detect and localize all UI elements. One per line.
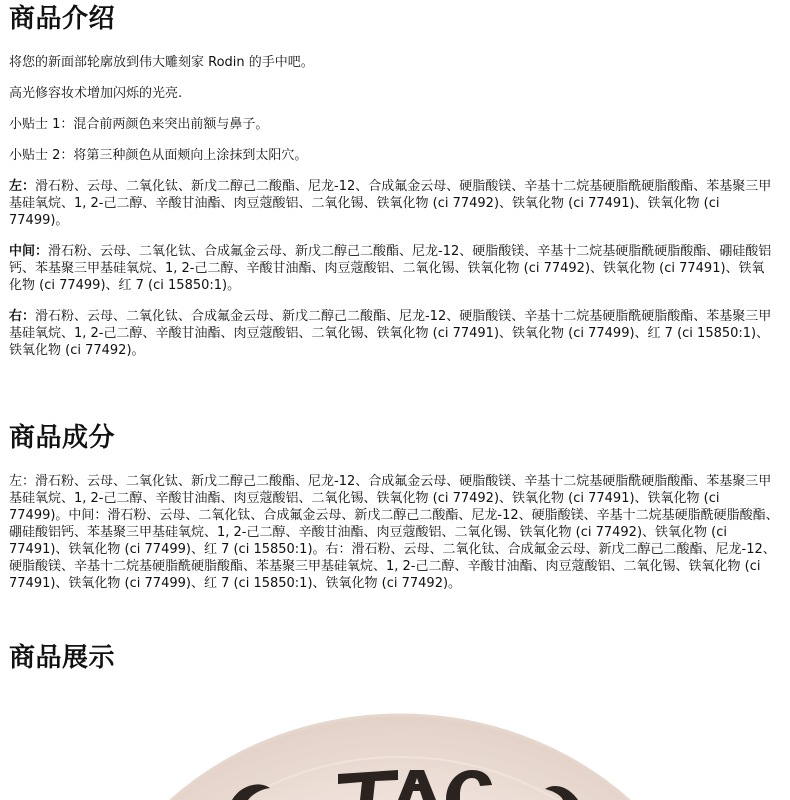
intro-line-1: 将您的新面部轮廓放到伟大雕刻家 Rodin 的手中吧。 (9, 55, 314, 70)
intro-line-2: 高光修容妆术增加闪烁的光亮. (9, 86, 183, 101)
part-left-label: 左： (9, 179, 36, 194)
section-title-ingredients: 商品成分 (9, 423, 116, 453)
compact-lid-graphic (0, 690, 790, 800)
part-middle-label: 中间： (9, 244, 49, 259)
section-title-intro: 商品介绍 (9, 4, 116, 34)
ingredients-text: 左：滑石粉、云母、二氧化钛、新戊二醇己二酸酯、尼龙-12、合成氟金云母、硬脂酸镁、辛基十二烷基硬脂酰硬脂酸酯、苯基聚三甲基硅氧烷、1, 2-己二醇、辛酸甘油酯、肉豆蔻酸铝、二氧化锡、铁氧化物 (ci 77492)、铁氧化物 (ci 77491)、铁氧化物 (ci 77499)。中间：滑石粉、云母、二氧化钛、合成氟金云母、新戊二醇己二酸酯、尼龙-12、硬脂酸镁、辛基十二烷基硬脂酰硬脂酸酯、硼硅酸铝钙、苯基聚三甲基硅氧烷、1, 2-己二醇、辛酸甘油酯、肉豆蔻酸铝、二氧化锡、铁氧化物 (ci 77492)、铁氧化物 (ci 77491)、铁氧化物 (ci 77499)、红 7 (ci 15850:1)。右：滑石粉、云母、二氧化钛、合成氟金云母、新戊二醇己二酸酯、尼龙-12、硬脂酸镁、辛基十二烷基硬脂酰硬脂酸酯、苯基聚三甲基硅氧烷、1, 2-己二醇、辛酸甘油酯、肉豆蔻酸铝、二氧化锡、铁氧化物 (ci 77491)、铁氧化物 (ci 77499)、红 7 (ci 15850:1)、铁氧化物 (ci 77492)。 (9, 474, 779, 591)
ingredient-part-left (9, 178, 774, 229)
part-right-text: 滑石粉、云母、二氧化钛、合成氟金云母、新戊二醇己二酸酯、尼龙-12、硬脂酸镁、辛基十二烷基硬脂酰硬脂酸酯、苯基聚三甲基硅氧烷、1, 2-己二醇、辛酸甘油酯、肉豆蔻酸铝、二氧化锡、铁氧化物 (ci 77491)、铁氧化物 (ci 77499)、红 7 (ci 15850:1)、铁氧化物 (ci 77492)。 (9, 309, 772, 358)
part-middle-text: 滑石粉、云母、二氧化钛、合成氟金云母、新戊二醇己二酸酯、尼龙-12、硬脂酸镁、辛基十二烷基硬脂酰硬脂酸酯、硼硅酸铝钙、苯基聚三甲基硅氧烷、1, 2-己二醇、辛酸甘油酯、肉豆蔻酸铝、二氧化锡、铁氧化物 (ci 77492)、铁氧化物 (ci 77491)、铁氧化物 (ci 77499)、红 7 (ci 15850:1)。 (9, 244, 772, 293)
intro-tip-1: 小贴士 1：混合前两颜色来突出前额与鼻子。 (9, 117, 269, 132)
intro-section (9, 54, 774, 373)
ingredient-part-middle (9, 243, 774, 294)
part-right-label: 右： (9, 309, 36, 324)
intro-tip-2: 小贴士 2：将第三种颜色从面颊向上涂抹到太阳穴。 (9, 148, 308, 163)
part-left-text: 滑石粉、云母、二氧化钛、新戊二醇己二酸酯、尼龙-12、合成氟金云母、硬脂酸镁、辛基十二烷基硬脂酰硬脂酸酯、苯基聚三甲基硅氧烷、1, 2-己二醇、辛酸甘油酯、肉豆蔻酸铝、二氧化锡、铁氧化物 (ci 77492)、铁氧化物 (ci 77491)、铁氧化物 (ci 77499)。 (9, 179, 772, 228)
product-compact-image (0, 690, 790, 800)
section-title-showcase: 商品展示 (9, 643, 116, 673)
ingredient-part-right (9, 308, 774, 359)
